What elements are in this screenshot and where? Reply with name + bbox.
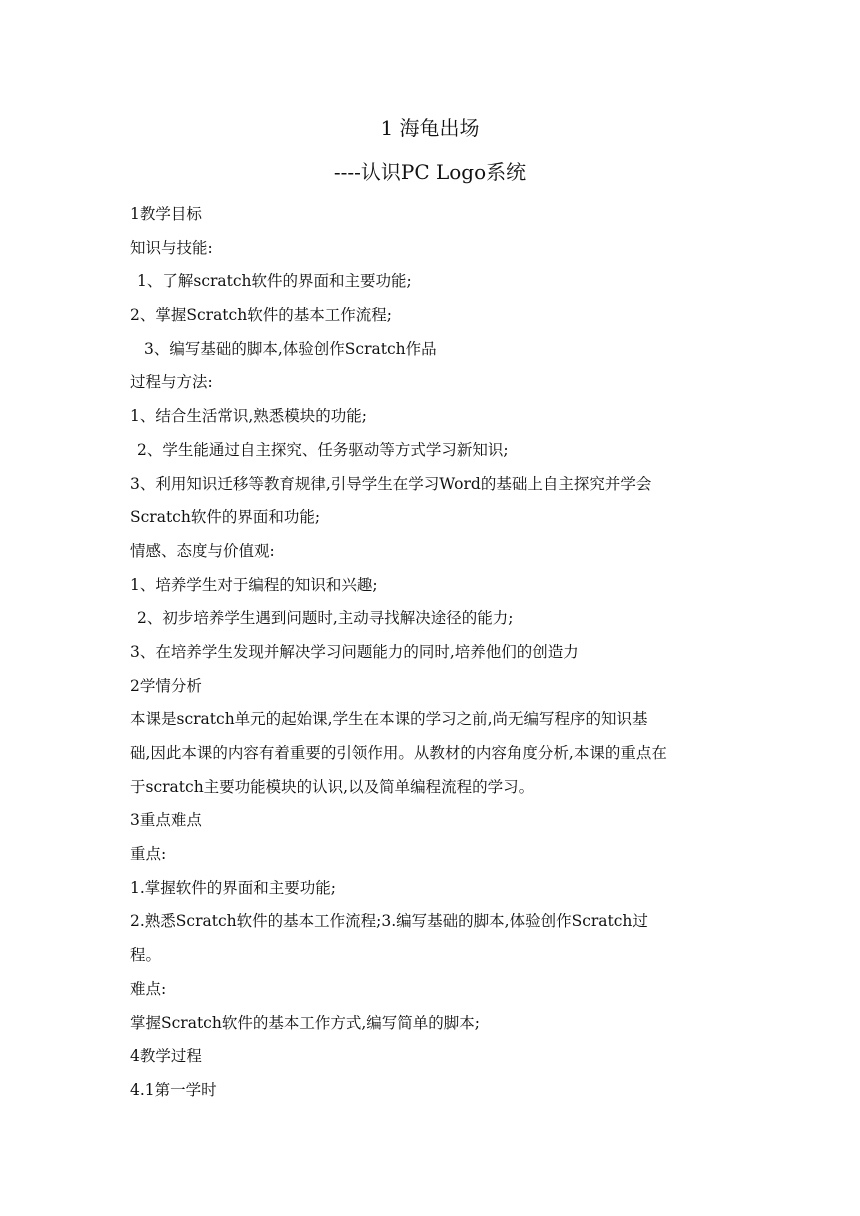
subheading-key-points: 重点:	[130, 845, 167, 864]
paragraph-line: 于scratch主要功能模块的认识,以及简单编程流程的学习。	[130, 777, 535, 796]
paragraph-line: 本课是scratch单元的起始课,学生在本课的学习之前,尚无编写程序的知识基	[130, 710, 648, 729]
list-item: 2、初步培养学生遇到问题时,主动寻找解决途径的能力;	[137, 609, 514, 628]
document-body	[130, 198, 734, 1108]
section-heading-student-analysis: 2学情分析	[130, 676, 202, 695]
subheading-knowledge-skills: 知识与技能:	[130, 238, 213, 257]
list-item: 3、编写基础的脚本,体验创作Scratch作品	[144, 339, 437, 358]
paragraph-line: 掌握Scratch软件的基本工作方式,编写简单的脚本;	[130, 1013, 480, 1032]
list-item: 3、利用知识迁移等教育规律,引导学生在学习Word的基础上自主探究并学会	[130, 474, 652, 493]
list-item: 2.熟悉Scratch软件的基本工作流程;3.编写基础的脚本,体验创作Scratch过	[130, 912, 648, 931]
subheading-process-methods: 过程与方法:	[130, 373, 213, 392]
list-item: 1、培养学生对于编程的知识和兴趣;	[130, 575, 378, 594]
section-heading-key-difficult-points: 3重点难点	[130, 811, 202, 830]
subsection-heading-first-period: 4.1第一学时	[130, 1080, 217, 1099]
document-title: 1 海龟出场	[380, 116, 480, 140]
paragraph-line: 础,因此本课的内容有着重要的引领作用。从教材的内容角度分析,本课的重点在	[130, 744, 667, 762]
list-item: 1、结合生活常识,熟悉模块的功能;	[130, 407, 368, 426]
list-item: 3、在培养学生发现并解决学习问题能力的同时,培养他们的创造力	[130, 642, 579, 661]
document-subtitle: ----认识PC Logo系统	[333, 160, 527, 184]
list-item: 2、学生能通过自主探究、任务驱动等方式学习新知识;	[137, 440, 509, 459]
section-heading-teaching-goals: 1教学目标	[130, 205, 202, 223]
subheading-difficult-points: 难点:	[130, 979, 167, 998]
subheading-emotion-attitude-values: 情感、态度与价值观:	[130, 541, 275, 560]
section-heading-teaching-process: 4教学过程	[130, 1047, 202, 1066]
list-item: 1.掌握软件的界面和主要功能;	[130, 878, 337, 897]
list-item: 2、掌握Scratch软件的基本工作流程;	[130, 306, 392, 325]
list-item: 1、了解scratch软件的界面和主要功能;	[137, 272, 412, 291]
list-item-continuation: Scratch软件的界面和功能;	[130, 508, 321, 527]
list-item-continuation: 程。	[130, 946, 162, 965]
